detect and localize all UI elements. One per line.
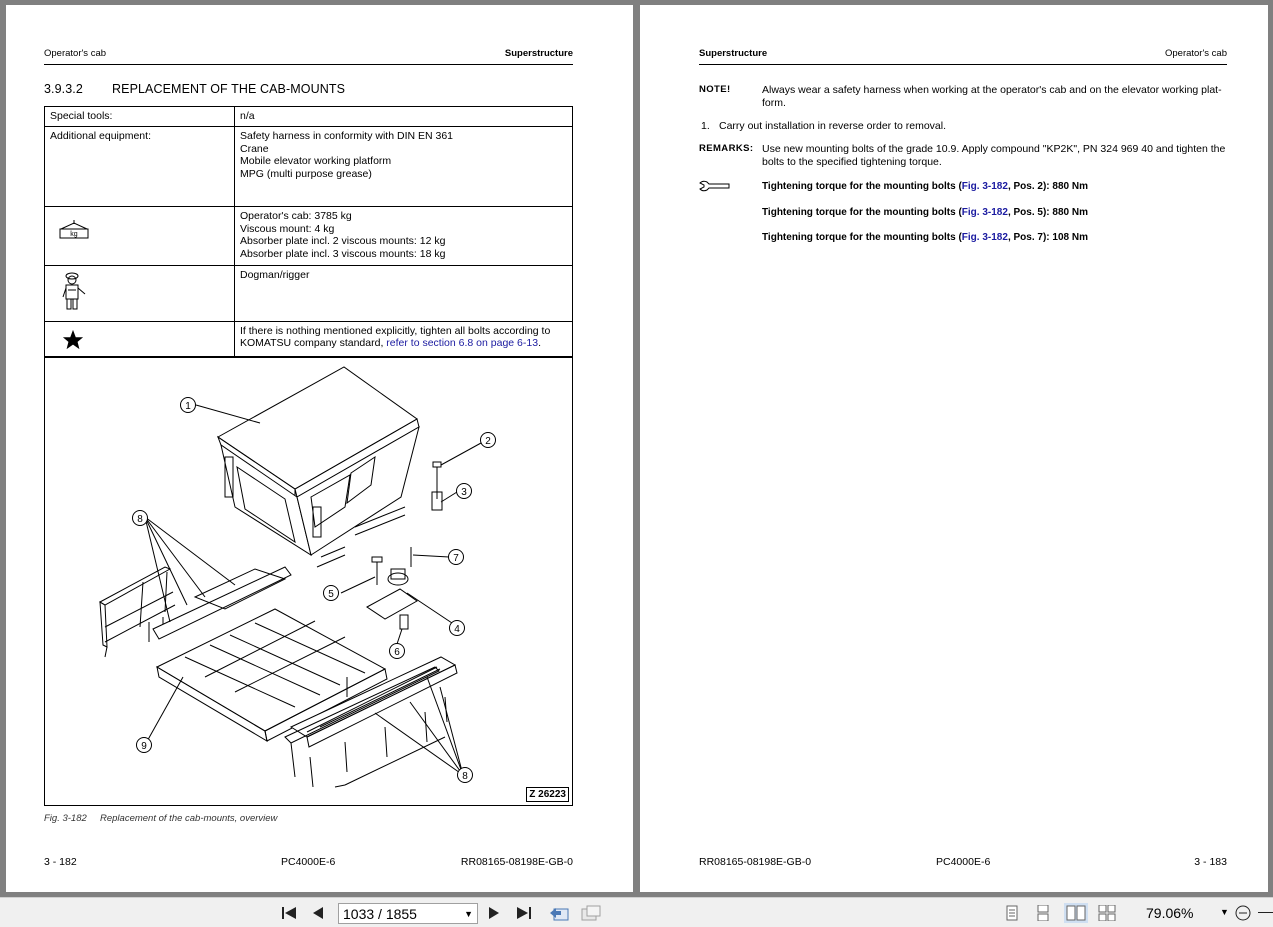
callout-8	[133, 511, 148, 526]
figure-box	[44, 356, 573, 806]
section-title	[44, 82, 345, 96]
table-row	[45, 321, 573, 358]
callout-5	[324, 586, 339, 601]
continuous-view-icon[interactable]	[1034, 905, 1052, 921]
table-row	[45, 265, 573, 321]
section-link[interactable]: refer to section 6.8 on page 6-13	[386, 337, 539, 350]
step-number: 1.	[701, 120, 710, 132]
rigger-person-icon	[58, 270, 88, 314]
cab-mounts-diagram	[45, 357, 572, 805]
table-row	[45, 107, 573, 127]
page-number-input[interactable]	[338, 903, 478, 924]
header-left: Operator's cab	[44, 48, 107, 59]
figure-link[interactable]: Fig. 3-182	[961, 207, 1008, 218]
figure-number: Fig. 3-182	[44, 813, 87, 824]
header-rule	[699, 64, 1227, 65]
weight-icon-cell	[45, 206, 235, 265]
svg-text:3: 3	[461, 487, 467, 498]
first-page-icon[interactable]	[280, 905, 298, 921]
svg-text:kg: kg	[70, 230, 78, 238]
footer-right: 3 - 183	[1194, 856, 1227, 868]
footer-left: 3 - 182	[44, 856, 77, 868]
additional-equipment-label: Additional equipment:	[45, 126, 235, 206]
go-forward-view-icon[interactable]	[580, 905, 602, 921]
step-text: Carry out installation in reverse order to removal.	[719, 120, 947, 132]
callout-7	[449, 550, 464, 565]
last-page-icon[interactable]	[515, 905, 533, 921]
weight-icon	[56, 218, 92, 248]
page-indicator: 1033 / 1855	[343, 906, 417, 922]
list-item: Absorber plate incl. 3 viscous mounts: 18 kg	[240, 248, 446, 261]
special-tools-label: Special tools:	[45, 107, 235, 127]
rigger-icon-cell	[45, 265, 235, 321]
torque-line: Tightening torque for the mounting bolts (Fig. 3-182, Pos. 7): 108 Nm	[762, 232, 1088, 243]
svg-text:2: 2	[485, 436, 491, 447]
drawing-number: Z 26223	[526, 787, 569, 802]
section-number: 3.9.3.2	[44, 82, 83, 96]
footer-center: PC4000E-6	[281, 856, 336, 868]
callout-8b	[458, 768, 473, 783]
chevron-down-icon[interactable]: ▼	[464, 909, 473, 919]
svg-text:1: 1	[185, 401, 191, 412]
svg-text:8: 8	[462, 771, 468, 782]
bolts-note	[235, 321, 573, 358]
torque-line: Tightening torque for the mounting bolts (Fig. 3-182, Pos. 5): 880 Nm	[762, 207, 1088, 218]
footer-center: PC4000E-6	[936, 856, 991, 868]
list-item: Operator's cab: 3785 kg	[240, 209, 352, 222]
list-item: MPG (multi purpose grease)	[240, 168, 372, 181]
header-right: Superstructure	[504, 48, 573, 59]
table-row	[45, 206, 573, 265]
zoom-slider[interactable]	[1258, 912, 1273, 913]
figure-caption-text: Replacement of the cab-mounts, overview	[100, 813, 278, 824]
svg-text:6: 6	[394, 647, 400, 658]
single-page-view-icon[interactable]	[1003, 905, 1021, 921]
special-tools-value: n/a	[235, 107, 573, 127]
left-page	[6, 5, 633, 892]
svg-text:8: 8	[137, 514, 143, 525]
callout-3	[457, 484, 472, 499]
zoom-out-icon[interactable]	[1234, 905, 1252, 921]
two-page-continuous-view-icon[interactable]	[1098, 905, 1116, 921]
list-item: Safety harness in conformity with DIN EN 361	[240, 129, 454, 142]
wrench-icon	[699, 180, 731, 192]
zoom-dropdown-icon[interactable]: ▼	[1220, 907, 1229, 917]
list-item: Mobile elevator working platform	[240, 155, 392, 168]
figure-link[interactable]: Fig. 3-182	[961, 181, 1008, 192]
list-item: Viscous mount: 4 kg	[240, 222, 335, 235]
viewer-toolbar	[0, 897, 1273, 927]
remarks-label: REMARKS:	[699, 143, 754, 154]
table-row	[45, 126, 573, 206]
additional-equipment-list	[235, 126, 573, 206]
svg-text:9: 9	[141, 741, 147, 752]
callout-6	[390, 644, 405, 659]
note-label: NOTE!	[699, 84, 731, 95]
header-right: Operator's cab	[1164, 48, 1227, 59]
section-title-text: REPLACEMENT OF THE CAB-MOUNTS	[112, 82, 346, 96]
torque-line: Tightening torque for the mounting bolts (Fig. 3-182, Pos. 2): 880 Nm	[762, 181, 1088, 192]
footer-right: RR08165-08198E-GB-0	[460, 856, 573, 868]
tools-table	[44, 106, 573, 358]
svg-text:5: 5	[328, 589, 334, 600]
svg-text:4: 4	[454, 624, 460, 635]
list-item: Absorber plate incl. 2 viscous mounts: 12 kg	[240, 235, 446, 248]
header-left: Superstructure	[699, 48, 768, 59]
list-item: Crane	[240, 142, 269, 155]
previous-page-icon[interactable]	[309, 905, 327, 921]
callout-1	[181, 398, 196, 413]
star-icon-cell	[45, 321, 235, 358]
figure-link[interactable]: Fig. 3-182	[961, 232, 1008, 243]
callout-4	[450, 621, 465, 636]
remarks-text: Use new mounting bolts of the grade 10.9. Apply compound "KP2K", PN 324 969 40 and tighten the bolts to the specified tightening torque.	[762, 143, 1226, 168]
callout-2	[481, 433, 496, 448]
rigger-text: Dogman/rigger	[235, 265, 573, 321]
zoom-level[interactable]: 79.06%	[1146, 905, 1194, 921]
star-icon	[62, 329, 84, 351]
bolts-note-text: If there is nothing mentioned explicitly, tighten all bolts according to KOMATSU company standard,	[240, 324, 551, 350]
bolts-note-end: .	[538, 337, 541, 350]
weights-list	[235, 206, 573, 265]
footer-left: RR08165-08198E-GB-0	[699, 856, 812, 868]
callout-9	[137, 738, 152, 753]
note-text: Always wear a safety harness when working at the operator's cab and on the elevator working plat-form.	[762, 84, 1222, 109]
right-page	[640, 5, 1268, 892]
go-back-view-icon[interactable]	[548, 905, 570, 921]
figure-caption	[44, 813, 277, 824]
next-page-icon[interactable]	[485, 905, 503, 921]
two-page-view-icon[interactable]	[1064, 903, 1088, 923]
svg-text:7: 7	[453, 553, 459, 564]
header-rule	[44, 64, 573, 65]
